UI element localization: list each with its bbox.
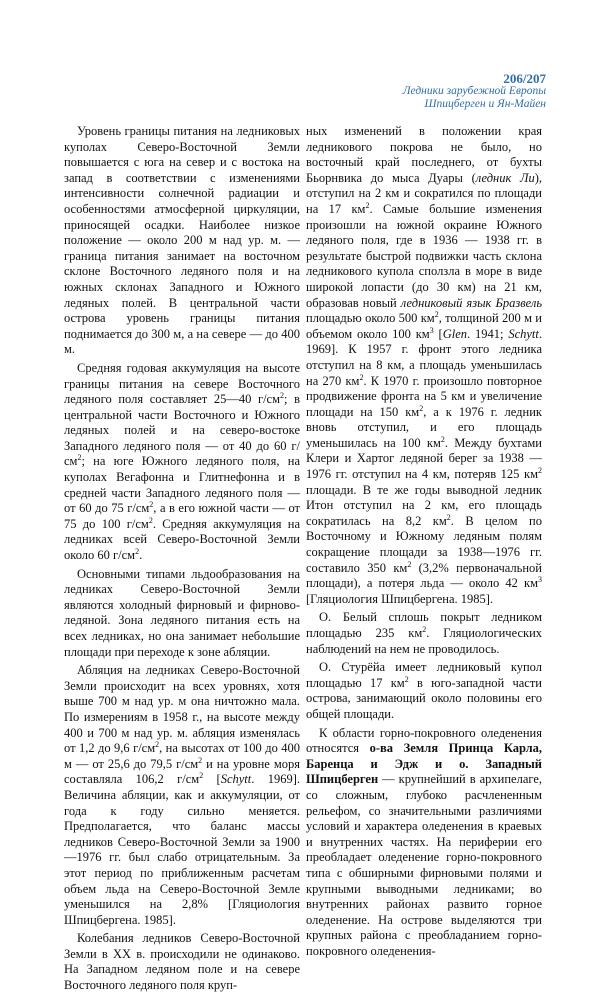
paragraph: Колебания ледников Северо-Восточной Земли в XX в. происходили не одинаково. На Западном ледяном поле и на севере Восточного ледяного поля круп- [64, 931, 300, 993]
paragraph: О. Стурёйа имеет ледниковый купол площадью 17 $км^2$ в юго-западной части острова, занимающий около половины его общей площади. [306, 660, 542, 721]
page-numbers: 206/207 [503, 71, 546, 86]
region-title: Шпицберген и Ян-Майен [424, 98, 546, 110]
left-column [64, 124, 300, 994]
paragraph: О. Белый сплошь покрыт ледником площадью 235 $км^2$. Гляциологических наблюдений на нем не проводилось. [306, 610, 543, 656]
section-title: Ледники зарубежной Европы [402, 85, 546, 97]
paragraph: ных изменений в положении края ледникового покрова не было, но восточный край последнего, от бухты Бьорнвика до мыса Дуары (ледник Ли), отступил на 2 км и сократился по площади на 17 $км^2$. Самые большие изменения произошли на южной окраине Южного ледяного поля, где в 1936 — 1938 гг. в результате быстрой подвижки часть склона ледникового купола сползла в море в виде широкой лопасти (до 30 км) на 21 км, образовав новый ледниковый язык Бразвель площадью около 500 $км^2$, толщиной 200 м и объемом около 100 $км^3$ [Glen. 1941; Schytt. 1969]. К 1957 г. фронт этого ледника отступил на 8 км, а площадь уменьшилась на 270 $км^2$. К 1970 г. произошло повторное продвижение фронта на 5 км и увеличение площади на 150 $км^2$, а к 1976 г. ледник вновь отступил, и его площадь уменьшилась на 100 $км^2$. Между бухтами Клери и Хартог ледяной берег за 1938 — 1976 гг. отступил на 4 км, потеряв 125 $км^2$ площади. В те же годы выводной ледник Итон отступил на 2 км, его площадь сократилась на 8,2 $км^2$. В целом по Восточному и Южному ледяным полям сокращение площади за 1938—1976 гг. составило 350 $км^2$ (3,2% первоначальной площади), а потеря льда — около 42 $км^3$ [Гляциология Шпицбергена. 1985]. [306, 124, 543, 606]
paragraph: Абляция на ледниках Северо-Восточной Земли происходит на всех уровнях, хотя выше 700 м над ур. м она ничтожно мала. По измерениям в 1958 г., на высоте между 400 и 700 м над ур. м. абляция изменялась от 1,2 до 9,6 $г/см^2$, на высотах от 100 до 400 м — от 25,6 до 79,5 $г/см^2$ и на уровне моря составляла 106,2 $г/см^2$ [Schytt. 1969]. Величина абляции, как и аккумуляции, от года к году сильно меняется. Предполагается, что баланс массы ледников Северо-Восточной Земли за 1900—1976 гг. был слабо отрицательным. За этот период по приближенным расчетам объем льда на Северо-Восточной Земле уменьшился на 2,8% [Гляциология Шпицбергена. 1985]. [64, 663, 301, 927]
paragraph: К области горно-покровного оледенения относятся о-ва Земля Принца Карла, Баренца и Эдж и о. Западный Шпицберген — крупнейший в архипелаге, со сложным, глубоко расчлененным рельефом, со значительными различиями условий и характера оледенения в краевых и внутренних частях. На периферии его преобладает оледенение горно-покровного типа с обширными фирновыми полями и крупными выводными ледниками; во внутренних районах развито горное оледенение. На острове выделяются три крупных района с преобладанием горно-покровного оледенения- [306, 725, 542, 958]
running-header [403, 72, 546, 111]
paragraph: Уровень границы питания на ледниковых куполах Северо-Восточной Земли повышается с юга на север и с востока на запад в соответствии с изменениями интенсивности солнечной радиации и особенностями атмосферной циркуляции, приносящей осадки. Наиболее низкое положение — около 200 м над ур. м. — граница питания занимает на восточном склоне Восточного ледяного поля и на южных склонах Западного и Южного ледяных полей. В центральной части острова уровень границы питания поднимается до 300 м, а на севере — до 400 м. [64, 124, 300, 357]
right-column [306, 124, 542, 959]
paragraph: Основными типами льдообразования на ледниках Северо-Восточной Земли являются холодный фирновый и фирново-ледяной. Зона ледяного питания есть на всех ледниках, но она занимает небольшие площади при переходе к зоне абляции. [64, 566, 300, 659]
paragraph: Средняя годовая аккумуляция на высоте границы питания на севере Восточного ледяного поля составляет 25—40 $г/см^2$; в центральной части Восточного и Южного ледяных полей и на северо-востоке Западного ледяного поля — от 40 до 60 $г/см^2$; на юге Южного ледяного поля, на куполах Вегафонна и Глитнефонна и в средней части Западного ледяного поля — от 60 до 75 $г/см^2$, а в его южной части — от 75 до 100 $г/см^2$. Средняя аккумуляция на ледниках всей Северо-Восточной Земли около 60 $г/см^2$. [64, 360, 300, 563]
